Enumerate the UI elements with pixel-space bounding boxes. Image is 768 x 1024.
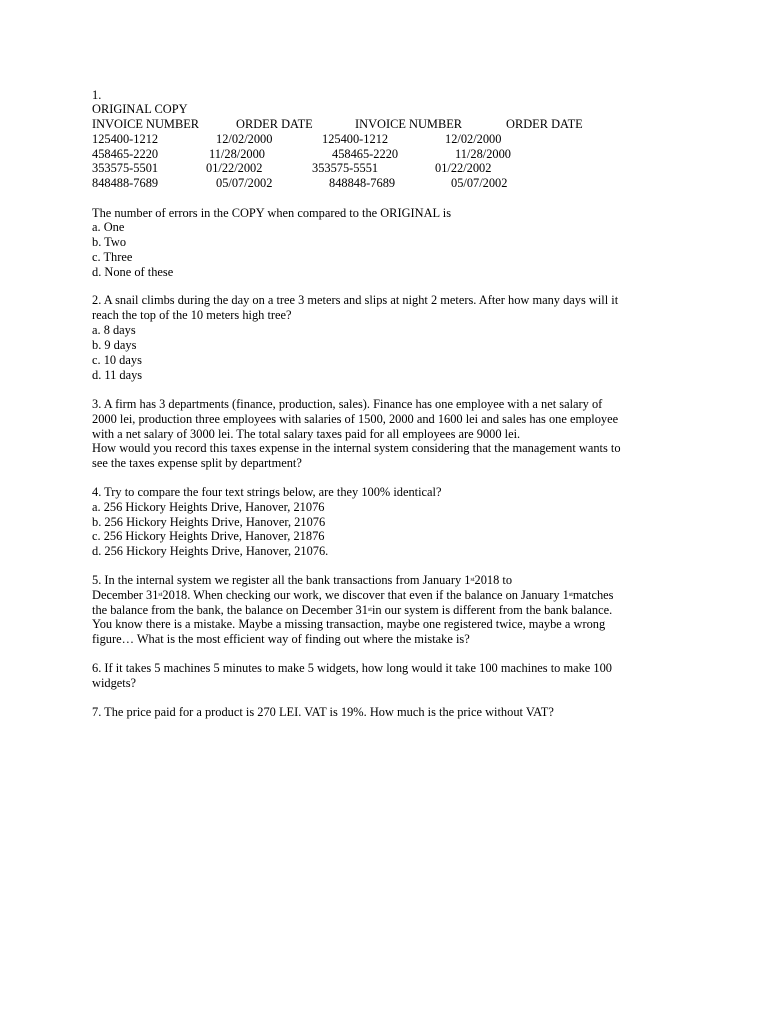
question-3-text-cont: with a net salary of 3000 lei. The total salary taxes paid for all employees are 9000 lei. — [92, 427, 521, 441]
question-1-text: The number of errors in the COPY when compared to the ORIGINAL is — [92, 206, 452, 220]
text-segment: matches — [572, 588, 614, 602]
question-2-text-cont: reach the top of the 10 meters high tree? — [92, 308, 292, 322]
header-date-original: ORDER DATE — [236, 117, 313, 131]
text-segment: 5. In the internal system we register all the bank transactions from January 1 — [92, 573, 471, 587]
question-5-text-cont: figure… What is the most efficient way of finding out where the mistake is? — [92, 632, 470, 646]
question-3-text-cont: see the taxes expense split by department? — [92, 456, 302, 470]
table-cell: 353575-5501 — [92, 161, 159, 175]
question-5-text-cont — [92, 588, 614, 603]
question-5-text-cont — [92, 603, 612, 618]
table-title: ORIGINAL COPY — [92, 102, 188, 116]
text-segment: December 31 — [92, 588, 159, 602]
table-cell: 11/28/2000 — [209, 147, 265, 161]
text-segment: 2018. When checking our work, we discover that even if the balance on January 1 — [162, 588, 569, 602]
answer-option: a. 8 days — [92, 323, 136, 337]
question-7-text: 7. The price paid for a product is 270 LEI. VAT is 19%. How much is the price without VAT? — [92, 705, 554, 719]
table-cell: 05/07/2002 — [216, 176, 273, 190]
question-3-text-cont: 2000 lei, production three employees with salaries of 1500, 2000 and 1600 lei and sales has one employee — [92, 412, 619, 426]
ordinal-suffix: st — [470, 577, 475, 583]
table-cell: 125400-1212 — [322, 132, 389, 146]
ordinal-suffix: st — [367, 607, 372, 613]
answer-option: d. 11 days — [92, 368, 143, 382]
header-date-copy: ORDER DATE — [506, 117, 583, 131]
table-cell: 05/07/2002 — [451, 176, 508, 190]
question-4-text: 4. Try to compare the four text strings below, are they 100% identical? — [92, 485, 442, 499]
table-cell: 458465-2220 — [332, 147, 399, 161]
table-cell: 848488-7689 — [92, 176, 159, 190]
header-invoice-original: INVOICE NUMBER — [92, 117, 200, 131]
question-5-text — [92, 573, 512, 588]
ordinal-suffix: st — [568, 592, 573, 598]
answer-option: b. 9 days — [92, 338, 137, 352]
answer-option: a. 256 Hickory Heights Drive, Hanover, 21076 — [92, 500, 325, 514]
ordinal-suffix: st — [158, 592, 163, 598]
header-invoice-copy: INVOICE NUMBER — [355, 117, 463, 131]
answer-option: c. 10 days — [92, 353, 142, 367]
table-cell: 01/22/2002 — [435, 161, 492, 175]
answer-option: b. Two — [92, 235, 127, 249]
answer-option: b. 256 Hickory Heights Drive, Hanover, 21076 — [92, 515, 326, 529]
table-cell: 353575-5551 — [312, 161, 379, 175]
question-1-number: 1. — [92, 88, 102, 102]
table-cell: 12/02/2000 — [216, 132, 273, 146]
question-6-text: 6. If it takes 5 machines 5 minutes to make 5 widgets, how long would it take 100 machines to make 100 — [92, 661, 612, 675]
table-cell: 12/02/2000 — [445, 132, 502, 146]
table-cell: 01/22/2002 — [206, 161, 263, 175]
question-5-text-cont: You know there is a mistake. Maybe a missing transaction, maybe one registered twice, maybe a wrong — [92, 617, 606, 631]
text-segment: in our system is different from the bank balance. — [371, 603, 613, 617]
table-cell: 458465-2220 — [92, 147, 159, 161]
table-cell: 11/28/2000 — [455, 147, 511, 161]
table-cell: 125400-1212 — [92, 132, 159, 146]
question-3-text: 3. A firm has 3 departments (finance, production, sales). Finance has one employee with a net salary of — [92, 397, 603, 411]
answer-option: d. 256 Hickory Heights Drive, Hanover, 21076. — [92, 544, 329, 558]
text-segment: 2018 to — [474, 573, 513, 587]
question-6-text-cont: widgets? — [92, 676, 137, 690]
question-2-text: 2. A snail climbs during the day on a tree 3 meters and slips at night 2 meters. After how many days will it — [92, 293, 619, 307]
answer-option: a. One — [92, 220, 125, 234]
text-segment: the balance from the bank, the balance on December 31 — [92, 603, 368, 617]
question-3-text-cont: How would you record this taxes expense in the internal system considering that the management wants to — [92, 441, 621, 455]
answer-option: c. Three — [92, 250, 133, 264]
answer-option: d. None of these — [92, 265, 174, 279]
answer-option: c. 256 Hickory Heights Drive, Hanover, 21876 — [92, 529, 325, 543]
table-cell: 848848-7689 — [329, 176, 396, 190]
